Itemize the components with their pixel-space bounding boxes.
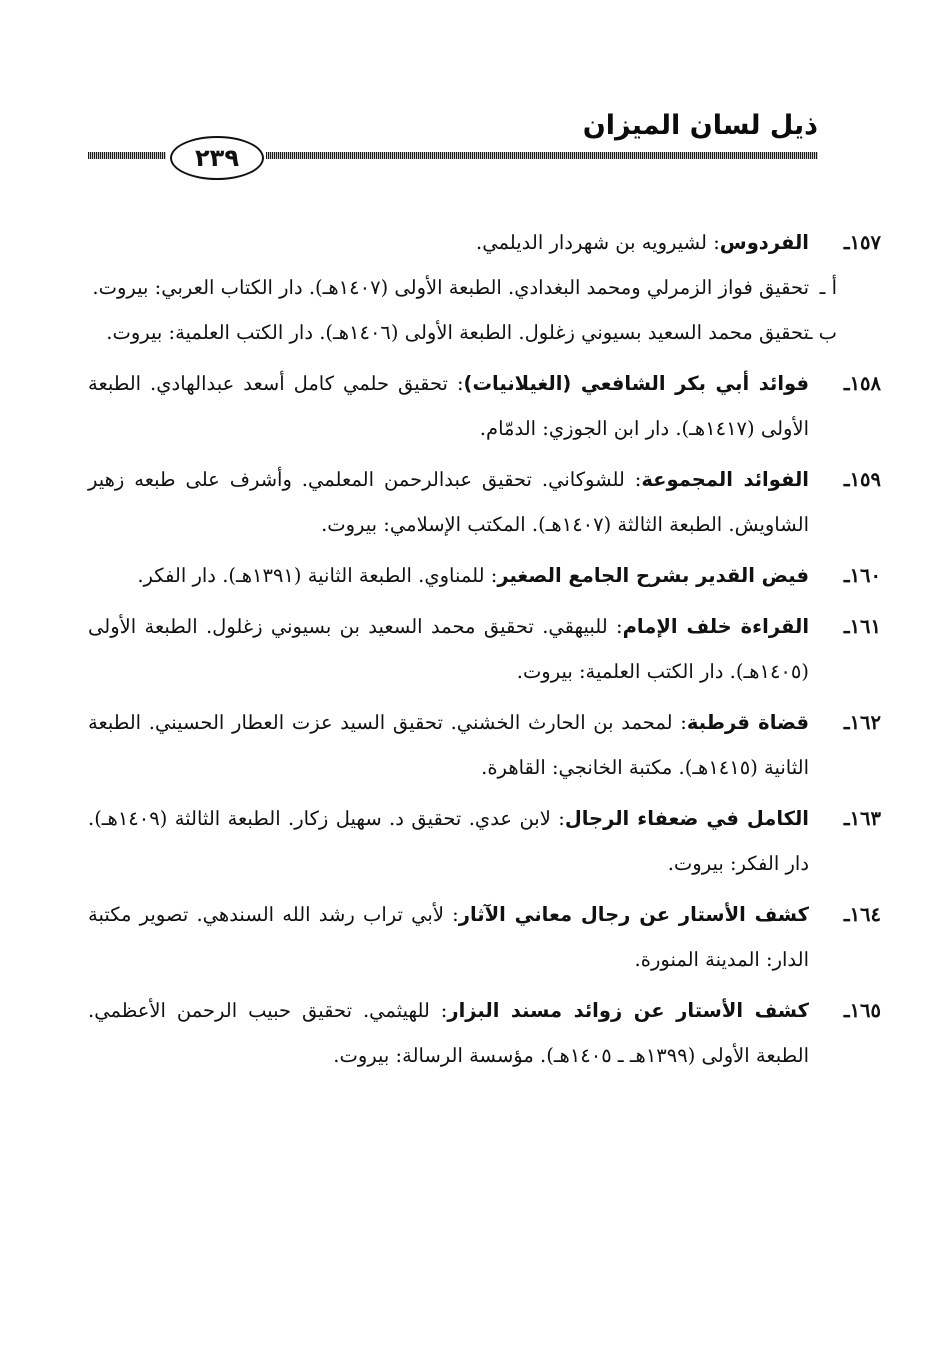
- subentry-b: [88, 310, 837, 355]
- entry-number: ١٥٨ـ: [843, 372, 881, 395]
- entry-number: ١٥٧ـ: [843, 231, 881, 254]
- entry-title: كشف الأستار عن رجال معاني الآثار: [458, 903, 809, 926]
- entry-164: [88, 892, 881, 982]
- entry-text: : للبيهقي. تحقيق محمد السعيد بن بسيوني زغلول. الطبعة الأولى (١٤٠٥هـ). دار الكتب العلمية: بيروت.: [88, 615, 809, 683]
- entry-161: [88, 604, 881, 694]
- entry-text: : للهيثمي. تحقيق حبيب الرحمن الأعظمي. الطبعة الأولى (١٣٩٩هـ ـ ١٤٠٥هـ). مؤسسة الرسالة: بيروت.: [88, 999, 809, 1067]
- entry-text: : لشيرويه بن شهردار الديلمي.: [476, 231, 720, 254]
- entry-number: ١٦١ـ: [843, 615, 881, 638]
- subentry-text: تحقيق فواز الزمرلي ومحمد البغدادي. الطبعة الأولى (١٤٠٧هـ). دار الكتاب العربي: بيروت.: [92, 276, 809, 299]
- entry-number: ١٦٤ـ: [843, 903, 881, 926]
- entry-165: [88, 988, 881, 1078]
- entry-title: فوائد أبي بكر الشافعي (الغيلانيات): [463, 372, 809, 395]
- entry-number: ١٦٥ـ: [843, 999, 881, 1022]
- header-rule-right: [266, 152, 818, 159]
- entry-number: ١٥٩ـ: [843, 468, 881, 491]
- entry-title: كشف الأستار عن زوائد مسند البزار: [447, 999, 809, 1022]
- entry-text: : لابن عدي. تحقيق د. سهيل زكار. الطبعة الثالثة (١٤٠٩هـ). دار الفكر: بيروت.: [88, 807, 809, 875]
- entry-text: : للشوكاني. تحقيق عبدالرحمن المعلمي. وأشرف على طبعه زهير الشاويش. الطبعة الثالثة (١٤٠٧هـ). المكتب الإسلامي: بيروت.: [88, 468, 809, 536]
- entry-title: الفردوس: [719, 231, 809, 254]
- entry-162: [88, 700, 881, 790]
- entry-158: [88, 361, 881, 451]
- entry-number: ١٦٠ـ: [843, 564, 881, 587]
- subentry-a: [88, 265, 837, 310]
- header-rule-left: [88, 152, 166, 159]
- subentry-letter: ب ـ: [806, 321, 837, 344]
- page-number: ٢٣٩: [170, 136, 264, 180]
- entry-title: الفوائد المجموعة: [641, 468, 809, 491]
- book-title: ذيل لسان الميزان: [582, 110, 818, 141]
- entry-160: [88, 553, 881, 598]
- entry-title: القراءة خلف الإمام: [622, 615, 810, 638]
- entry-title: الكامل في ضعفاء الرجال: [564, 807, 809, 830]
- entry-text: : لمحمد بن الحارث الخشني. تحقيق السيد عزت العطار الحسيني. الطبعة الثانية (١٤١٥هـ). مكتبة الخانجي: القاهرة.: [88, 711, 809, 779]
- entry-text: : تحقيق حلمي كامل أسعد عبدالهادي. الطبعة الأولى (١٤١٧هـ). دار ابن الجوزي: الدمّام.: [88, 372, 809, 440]
- entry-157: [88, 220, 881, 355]
- entry-163: [88, 796, 881, 886]
- entry-159: [88, 457, 881, 547]
- subentry-letter: أ ـ: [819, 276, 837, 299]
- entry-number: ١٦٢ـ: [843, 711, 881, 734]
- bibliography-list: [88, 220, 881, 1084]
- entry-text: : للمناوي. الطبعة الثانية (١٣٩١هـ). دار الفكر.: [137, 564, 498, 587]
- entry-text: : لأبي تراب رشد الله السندهي. تصوير مكتبة الدار: المدينة المنورة.: [88, 903, 809, 971]
- running-header: [88, 106, 818, 182]
- subentry-text: تحقيق محمد السعيد بسيوني زغلول. الطبعة الأولى (١٤٠٦هـ). دار الكتب العلمية: بيروت.: [106, 321, 809, 344]
- entry-title: فيض القدير بشرح الجامع الصغير: [497, 564, 809, 587]
- entry-title: قضاة قرطبة: [686, 711, 809, 734]
- entry-number: ١٦٣ـ: [843, 807, 881, 830]
